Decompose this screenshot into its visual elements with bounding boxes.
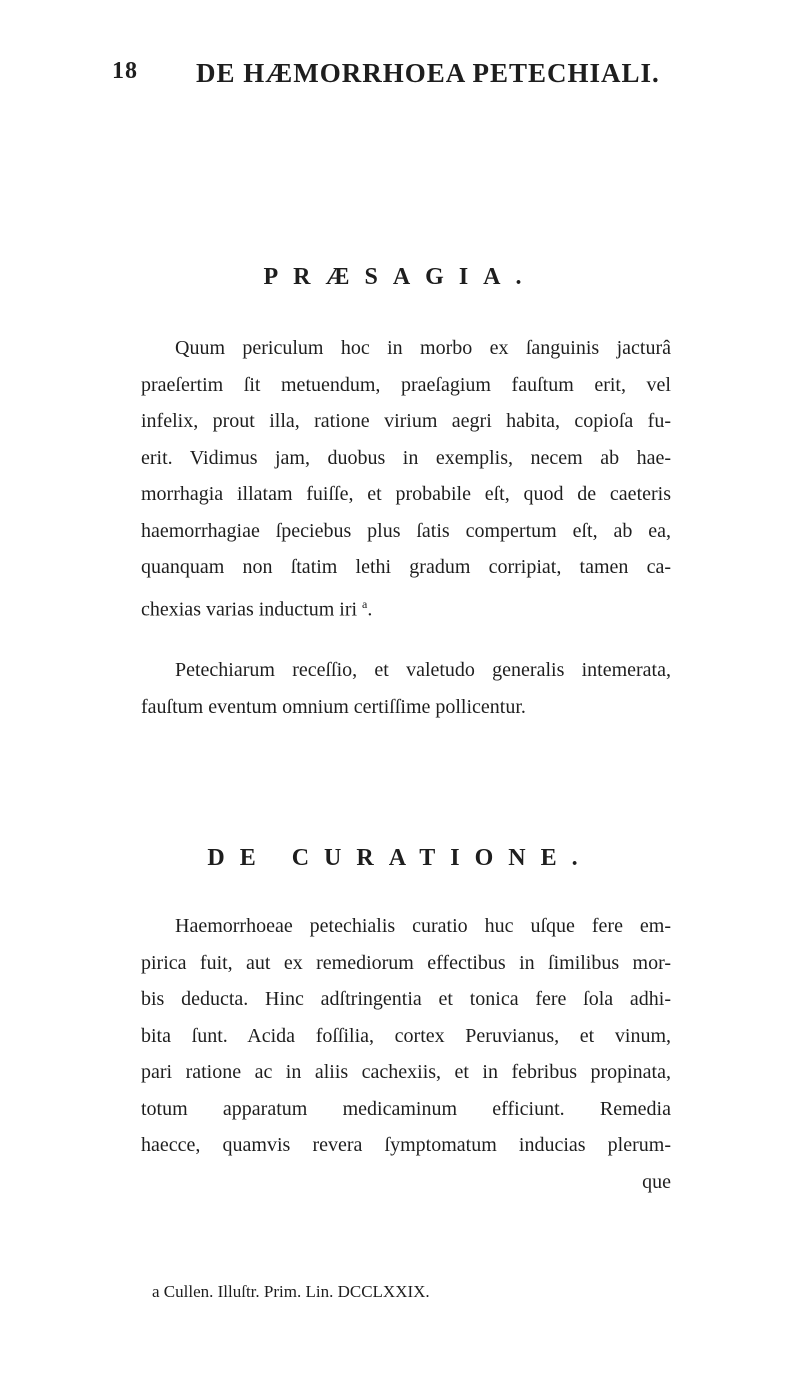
catchword: que bbox=[642, 1170, 671, 1193]
text-line-with-footnote: chexias varias inductum iri $^a$. bbox=[141, 596, 373, 621]
running-head bbox=[112, 58, 692, 98]
paragraph-praesagia-1 bbox=[141, 330, 671, 628]
text-line: praeſertim ſit metuendum, praeſagium fauſtum erit, vel bbox=[141, 373, 671, 396]
text-line: fauſtum eventum omnium certiſſime pollicentur. bbox=[141, 695, 526, 718]
footnote-reference: a bbox=[362, 596, 368, 611]
text-line: erit. Vidimus jam, duobus in exemplis, necem ab hae- bbox=[141, 446, 671, 469]
text-line: pari ratione ac in aliis cachexiis, et in febribus propinata, bbox=[141, 1061, 671, 1083]
section-heading-praesagia: PRÆSAGIA. bbox=[263, 264, 537, 290]
text-line: Haemorrhoeae petechialis curatio huc uſque fere em- bbox=[175, 915, 671, 937]
text-line: bita ſunt. Acida foſſilia, cortex Peruvianus, et vinum, bbox=[141, 1024, 671, 1047]
text-line: bis deducta. Hinc adſtringentia et tonica fere ſola adhi- bbox=[141, 988, 671, 1010]
footnote bbox=[152, 1282, 430, 1302]
text-line: infelix, prout illa, ratione virium aegri habita, copioſa fu- bbox=[141, 410, 671, 432]
text-line: chexias varias inductum iri bbox=[141, 598, 358, 621]
page-number: 18 bbox=[112, 58, 138, 84]
footnote-marker: a bbox=[152, 1282, 160, 1301]
text-line: totum apparatum medicaminum efficiunt. Remedia bbox=[141, 1097, 671, 1120]
section-heading-curatione: DE CURATIONE. bbox=[207, 845, 593, 871]
text-line: quanquam non ſtatim lethi gradum corripiat, tamen ca- bbox=[141, 556, 671, 578]
paragraph-curatione bbox=[141, 908, 671, 1200]
text-line: Petechiarum receſſio, et valetudo generalis intemerata, bbox=[175, 659, 671, 681]
text-line: haemorrhagiae ſpeciebus plus ſatis compertum eſt, ab ea, bbox=[141, 519, 671, 542]
paragraph-praesagia-2 bbox=[141, 652, 671, 725]
text-line: pirica fuit, aut ex remediorum effectibus in ſimilibus mor- bbox=[141, 951, 671, 974]
footnote-text: Cullen. Illuſtr. Prim. Lin. DCCLXXIX. bbox=[163, 1282, 430, 1301]
text-line: haecce, quamvis revera ſymptomatum inducias plerum- bbox=[141, 1134, 671, 1156]
text-line: Quum periculum hoc in morbo ex ſanguinis jacturâ bbox=[175, 337, 671, 359]
text-line: morrhagia illatam fuiſſe, et probabile eſt, quod de caeteris bbox=[141, 483, 671, 505]
running-title: DE HÆMORRHOEA PETECHIALI. bbox=[196, 58, 660, 88]
